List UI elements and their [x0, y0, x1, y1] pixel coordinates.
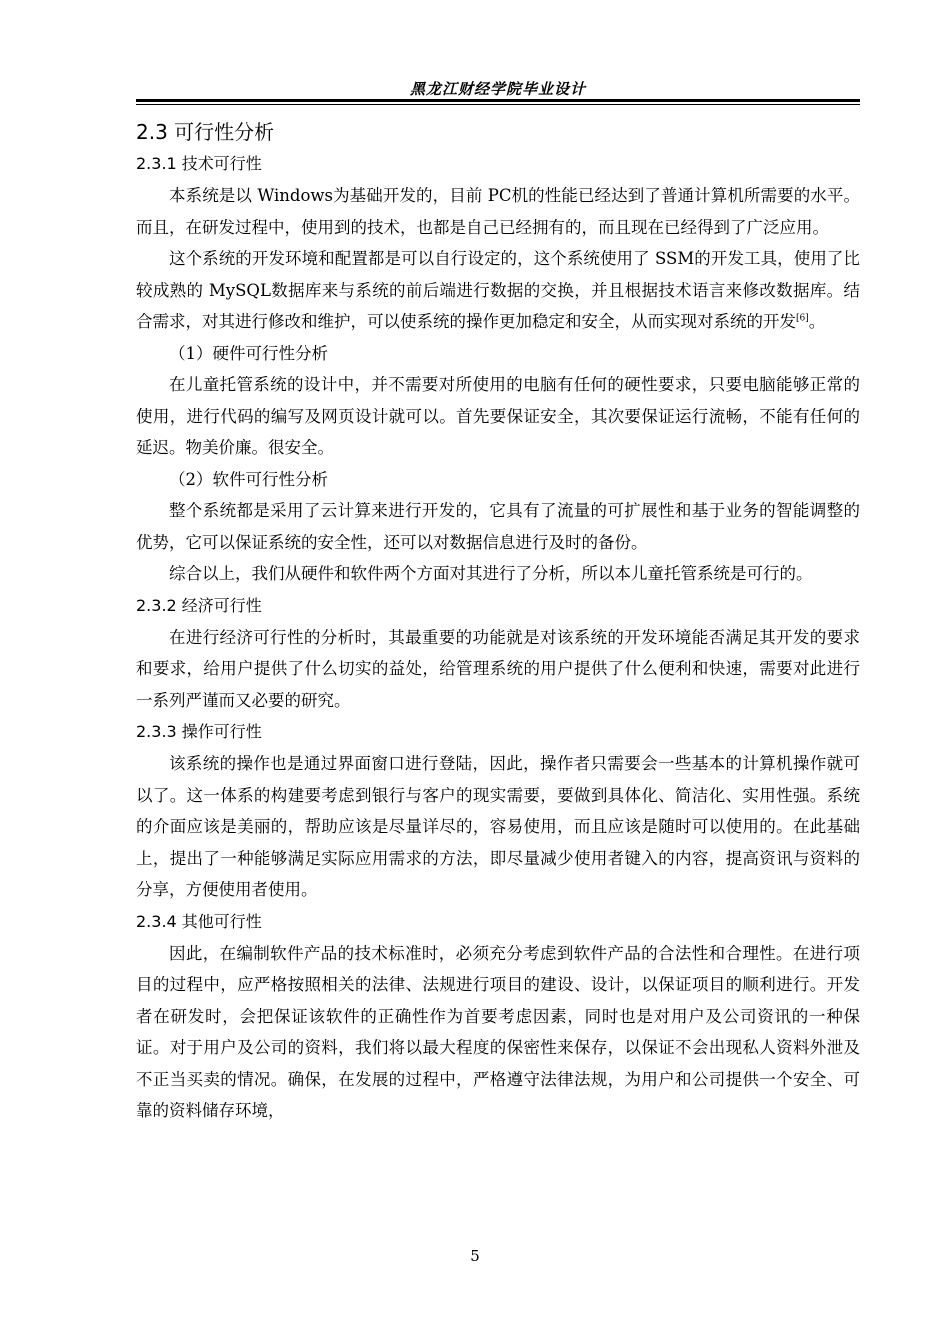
hardware-feasibility-title: （1）硬件可行性分析 — [169, 343, 328, 363]
paragraph-software: 整个系统都是采用了云计算来进行开发的，它具有了流量的可扩展性和基于业务的智能调整的优势，它可以保证系统的安全性，还可以对数据信息进行及时的备份。 — [136, 501, 860, 552]
subsection-heading-operational: 2.3.3 操作可行性 — [136, 722, 262, 741]
software-feasibility-title: （2）软件可行性分析 — [169, 469, 328, 489]
section-heading: 2.3 可行性分析 — [136, 120, 275, 144]
paragraph-technical-2-text: 这个系统的开发环境和配置都是可以自行设定的，这个系统使用了 SSM的开发工具，使用了比较成熟的 MySQL数据库来与系统的前后端进行数据的交换，并且根据技术语言来修改数据库。结合需求，对其进行修改和维护，可以使系统的操作更加稳定和安全，从而实现对系统的开发 — [136, 249, 860, 331]
paragraph-economic: 在进行经济可行性的分析时，其最重要的功能就是对该系统的开发环境能否满足其开发的要求和要求，给用户提供了什么切实的益处，给管理系统的用户提供了什么便利和快速，需要对此进行一系列严谨而又必要的研究。 — [136, 627, 860, 710]
paragraph-hardware: 在儿童托管系统的设计中，并不需要对所使用的电脑有任何的硬性要求，只要电脑能够正常的使用，进行代码的编写及网页设计就可以。首先要保证安全，其次要保证运行流畅，不能有任何的延迟。物美价廉。很安全。 — [136, 375, 860, 457]
subsection-heading-other: 2.3.4 其他可行性 — [136, 911, 262, 931]
page-number: 5 — [470, 1247, 480, 1265]
paragraph-technical-1: 本系统是以 Windows为基础开发的，目前 PC机的性能已经达到了普通计算机所需要的水平。而且，在研发过程中，使用到的技术，也都是自己已经拥有的，而且现在已经得到了广泛应用。 — [136, 186, 860, 237]
page-body — [136, 116, 860, 1127]
page-header: 黑龙江财经学院毕业设计 — [409, 80, 586, 98]
citation: [6] — [796, 313, 809, 324]
paragraph-technical-2-end: 。 — [808, 312, 826, 331]
paragraph-operational: 该系统的操作也是通过界面窗口进行登陆，因此，操作者只需要会一些基本的计算机操作就可以了。这一体系的构建要考虑到银行与客户的现实需要，要做到具体化、简洁化、实用性强。系统的介面应该是美丽的，帮助应该是尽量详尽的，容易使用，而且应该是随时可以使用的。在此基础上，提出了一种能够满足实际应用需求的方法，即尽量减少使用者键入的内容，提高资讯与资料的分享，方便使用者使用。 — [136, 754, 860, 899]
paragraph-technical-2 — [136, 243, 860, 338]
paragraph-summary: 综合以上，我们从硬件和软件两个方面对其进行了分析，所以本儿童托管系统是可行的。 — [169, 564, 813, 583]
header-rule-thin — [136, 104, 860, 105]
paragraph-other: 因此，在编制软件产品的技术标准时，必须充分考虑到软件产品的合法性和合理性。在进行项目的过程中，应严格按照相关的法律、法规进行项目的建设、设计，以保证项目的顺利进行。开发者在研发时，会把保证该软件的正确性作为首要考虑因素，同时也是对用户及公司资讯的一种保证。对于用户及公司的资料，我们将以最大程度的保密性来保存，以保证不会出现私人资料外泄及不正当买卖的情况。确保，在发展的过程中，严格遵守法律法规，为用户和公司提供一个安全、可靠的资料储存环境， — [136, 943, 860, 1120]
subsection-heading-economic: 2.3.2 经济可行性 — [136, 595, 262, 615]
header-rule-thick — [136, 99, 860, 102]
subsection-heading-technical: 2.3.1 技术可行性 — [136, 154, 262, 173]
